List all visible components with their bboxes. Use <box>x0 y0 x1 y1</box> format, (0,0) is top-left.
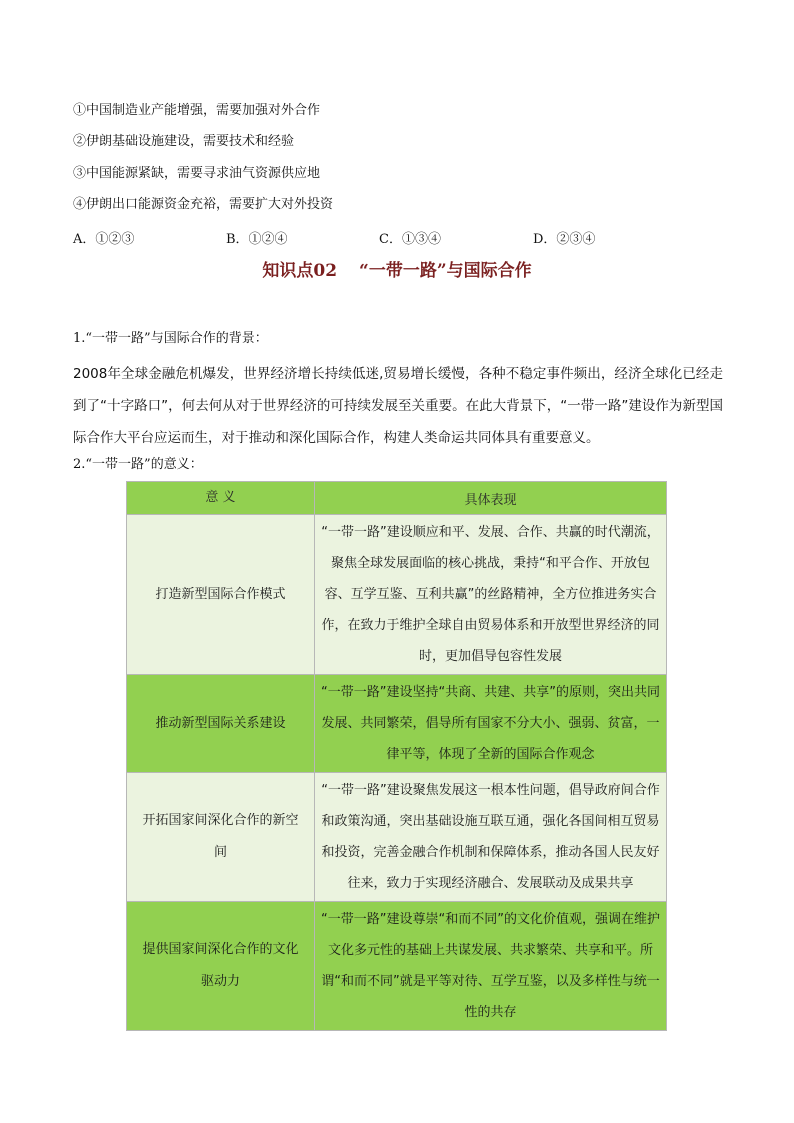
table-row <box>127 773 667 902</box>
row-meaning: 开拓国家间深化合作的新空间 <box>127 773 315 902</box>
option-line-3: ③中国能源紧缺，需要寻求油气资源供应地 <box>73 166 321 181</box>
background-paragraph: 2008年全球金融危机爆发，世界经济增长持续低迷,贸易增长缓慢，各种不稳定事件频出，经济全球化已经走到了“十字路口”，何去何从对于世界经济的可持续发展至关重要。在此大背景下，“一带一路”建设作为新型国际合作大平台应运而生，对于推动和深化国际合作，构建人类命运共同体具有重要意义。 <box>73 366 723 446</box>
row-detail: “一带一路”建设聚焦发展这一根本性问题，倡导政府间合作和政策沟通，突出基础设施互联互通，强化各国间相互贸易和投资，完善金融合作机制和保障体系，推动各国人民友好往来，致力于实现经济融合、发展联动及成果共享 <box>315 773 667 902</box>
choice-c: C．①③④ <box>379 232 441 247</box>
table-row <box>127 515 667 675</box>
meaning-heading: 2.“一带一路”的意义： <box>73 457 203 472</box>
background-heading: 1.“一带一路”与国际合作的背景： <box>73 331 268 346</box>
section-label: 知识点02 <box>262 261 338 281</box>
option-line-1: ①中国制造业产能增强，需要加强对外合作 <box>73 103 321 118</box>
row-detail: “一带一路”建设坚持“共商、共建、共享”的原则，突出共同发展、共同繁荣，倡导所有国家不分大小、强弱、贫富，一律平等，体现了全新的国际合作观念 <box>315 675 667 773</box>
section-title <box>0 259 794 283</box>
row-detail: “一带一路”建设尊崇“和而不同”的文化价值观，强调在维护文化多元性的基础上共谋发展、共求繁荣、共享和平。所谓“和而不同”就是平等对待、互学互鉴，以及多样性与统一性的共存 <box>315 902 667 1031</box>
choice-a: A．①②③ <box>73 232 135 247</box>
choice-b: B．①②④ <box>226 232 288 247</box>
table-header-row <box>127 482 667 515</box>
table-row <box>127 675 667 773</box>
option-line-4: ④伊朗出口能源资金充裕，需要扩大对外投资 <box>73 197 334 212</box>
row-meaning: 提供国家间深化合作的文化驱动力 <box>127 902 315 1031</box>
row-meaning: 推动新型国际关系建设 <box>127 675 315 773</box>
choice-d: D．②③④ <box>533 232 596 247</box>
answer-choices <box>73 228 653 247</box>
table-row <box>127 902 667 1031</box>
section-heading: “一带一路”与国际合作 <box>359 261 532 281</box>
option-line-2: ②伊朗基础设施建设，需要技术和经验 <box>73 134 295 149</box>
header-detail: 具体表现 <box>315 482 667 515</box>
meaning-table <box>126 481 667 1031</box>
header-meaning: 意 义 <box>127 482 315 515</box>
row-meaning: 打造新型国际合作模式 <box>127 515 315 675</box>
row-detail: “一带一路”建设顺应和平、发展、合作、共赢的时代潮流，聚焦全球发展面临的核心挑战，秉持“和平合作、开放包容、互学互鉴、互利共赢”的丝路精神，全方位推进务实合作，在致力于维护全球自由贸易体系和开放型世界经济的同时，更加倡导包容性发展 <box>315 515 667 675</box>
